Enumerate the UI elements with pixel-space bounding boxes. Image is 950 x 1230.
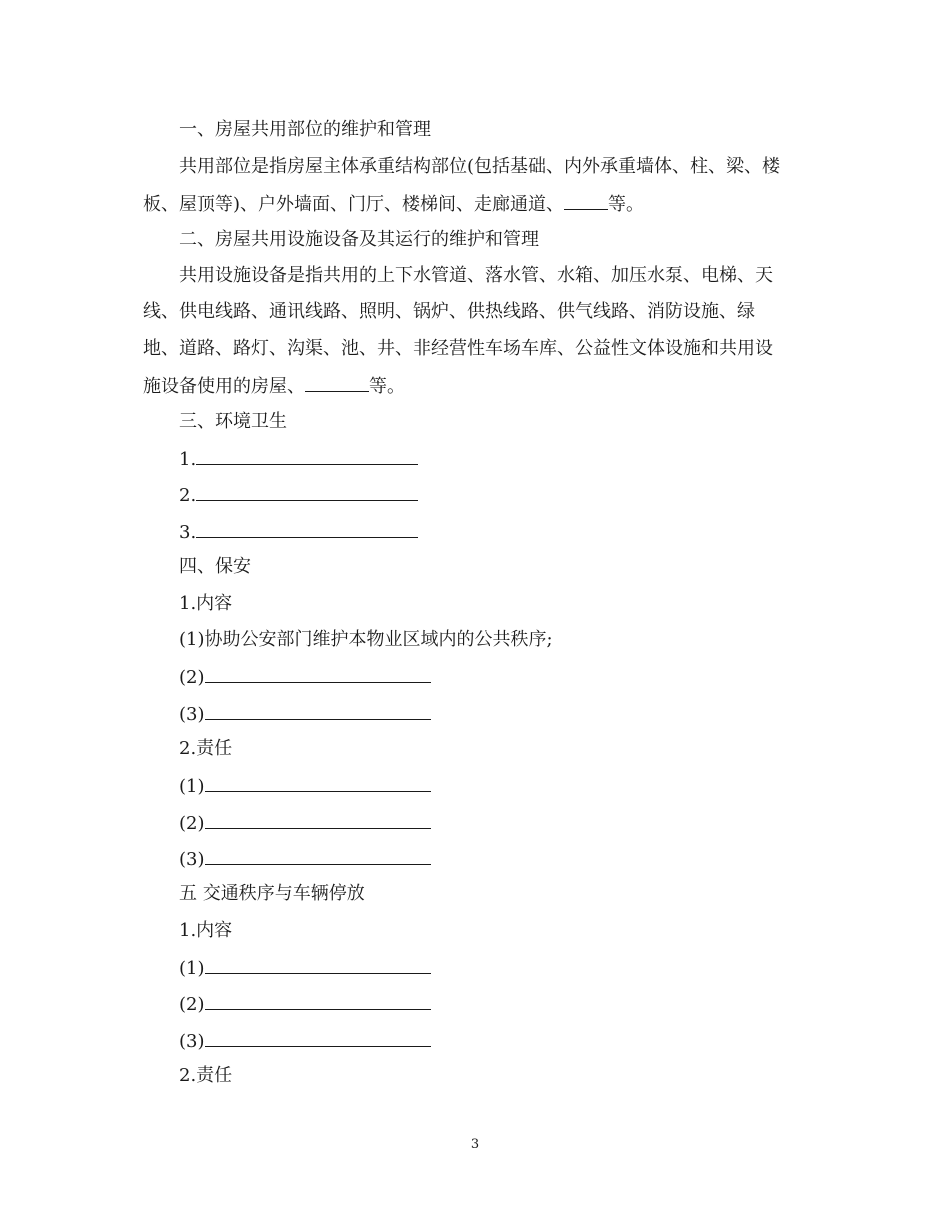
list-item: (1)协助公安部门维护本物业区域内的公共秩序; xyxy=(179,629,553,650)
fill-in-blank xyxy=(205,955,431,974)
list-item: (2) xyxy=(179,664,431,690)
list-item: (3) xyxy=(179,846,431,872)
list-item: 2. xyxy=(179,482,418,508)
list-item: (1) xyxy=(179,955,431,981)
fill-in-blank xyxy=(205,773,431,792)
fill-in-blank xyxy=(205,664,431,683)
list-item: (3) xyxy=(179,1028,431,1054)
subsection-title: 1.内容 xyxy=(179,920,233,941)
section-5-heading: 五 交通秩序与车辆停放 xyxy=(179,883,365,904)
subsection-title: 1.内容 xyxy=(179,593,233,614)
fill-in-blank xyxy=(196,519,418,538)
fill-in-blank xyxy=(205,701,431,720)
section-2-paragraph-line-4: 施设备使用的房屋、 等。 xyxy=(143,373,405,399)
fill-in-blank xyxy=(196,446,418,465)
section-2-heading: 二、房屋共用设施设备及其运行的维护和管理 xyxy=(179,229,539,250)
list-item: 1. xyxy=(179,446,418,472)
section-2-paragraph-line-1: 共用设施设备是指共用的上下水管道、落水管、水箱、加压水泵、电梯、天 xyxy=(179,265,773,286)
fill-in-blank xyxy=(205,991,431,1010)
list-item: (1) xyxy=(179,773,431,799)
list-item: (3) xyxy=(179,701,431,727)
fill-in-blank xyxy=(564,191,608,210)
subsection-title: 2.责任 xyxy=(179,1065,233,1086)
list-item: 3. xyxy=(179,519,418,545)
section-3-heading: 三、环境卫生 xyxy=(179,411,287,432)
fill-in-blank xyxy=(205,1028,431,1047)
subsection-title: 2.责任 xyxy=(179,738,233,759)
list-item: (2) xyxy=(179,991,431,1017)
fill-in-blank xyxy=(205,810,431,829)
section-2-paragraph-line-3: 地、道路、路灯、沟渠、池、井、非经营性车场车库、公益性文体设施和共用设 xyxy=(143,338,773,359)
section-1-heading: 一、房屋共用部位的维护和管理 xyxy=(179,119,431,140)
page-number: 3 xyxy=(470,1137,480,1152)
section-1-paragraph-line-2: 板、屋顶等)、户外墙面、门厅、楼梯间、走廊通道、 等。 xyxy=(143,191,644,217)
section-4-heading: 四、保安 xyxy=(179,556,251,577)
list-item: (2) xyxy=(179,810,431,836)
section-1-paragraph-line-1: 共用部位是指房屋主体承重结构部位(包括基础、内外承重墙体、柱、梁、楼 xyxy=(179,156,781,177)
fill-in-blank xyxy=(305,373,369,392)
fill-in-blank xyxy=(205,846,431,865)
section-2-paragraph-line-2: 线、供电线路、通讯线路、照明、锅炉、供热线路、供气线路、消防设施、绿 xyxy=(143,301,755,322)
fill-in-blank xyxy=(196,482,418,501)
